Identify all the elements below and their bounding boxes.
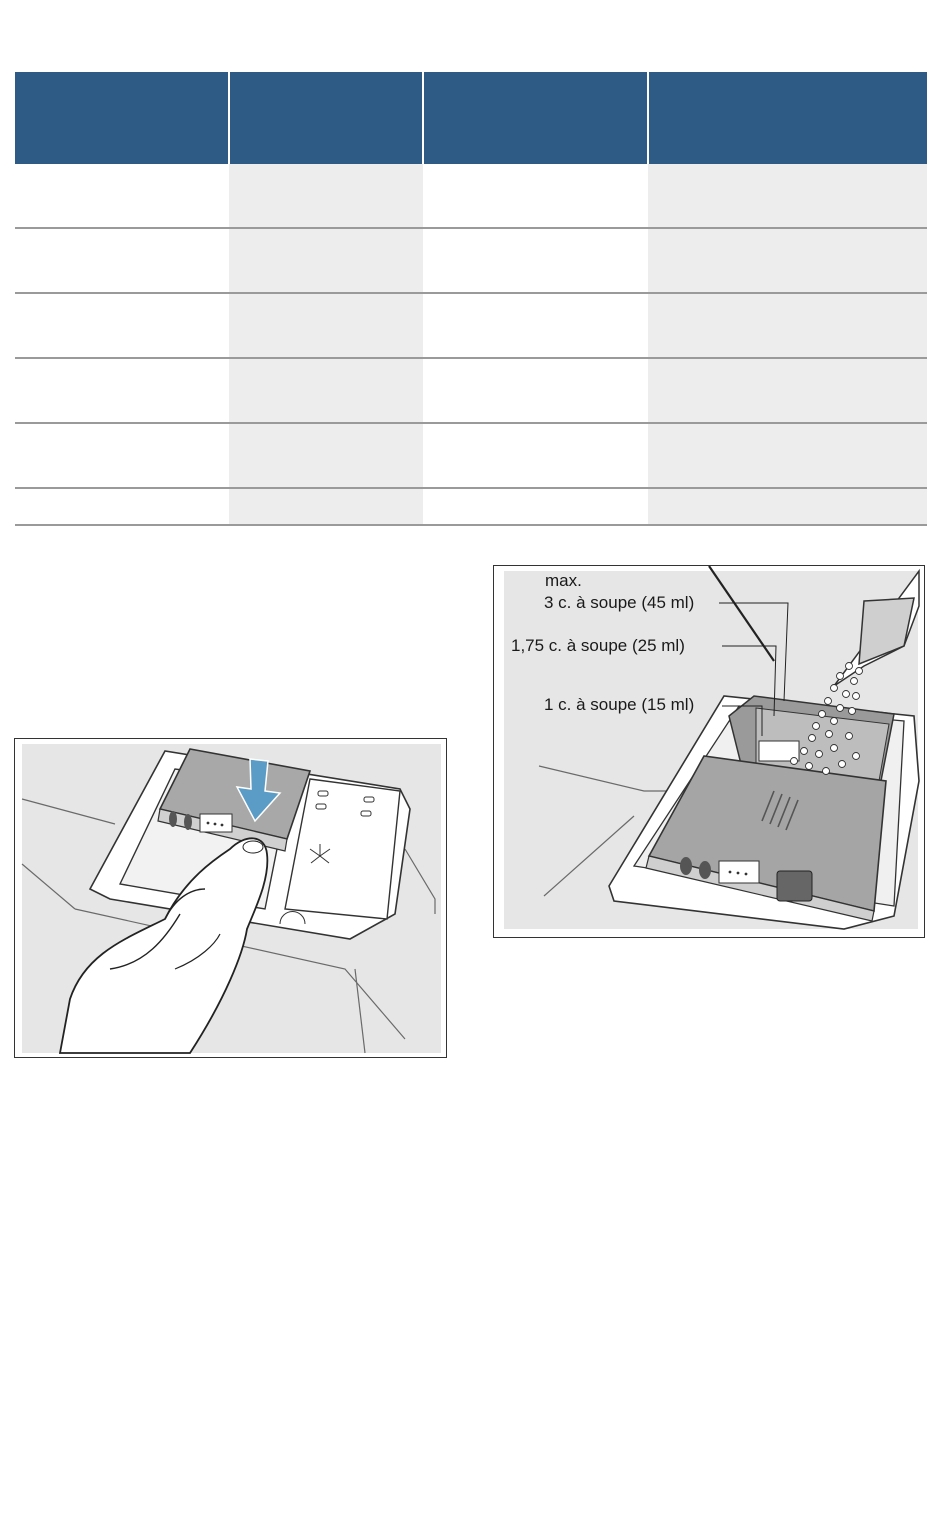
table-row xyxy=(15,358,927,423)
table-row xyxy=(15,164,927,228)
program-table xyxy=(15,72,927,526)
header-cell-3 xyxy=(423,72,648,164)
header-cell-2 xyxy=(229,72,423,164)
header-cell-4 xyxy=(648,72,927,164)
table-row xyxy=(15,293,927,358)
table-header-row xyxy=(15,72,927,164)
label-max: max. xyxy=(545,571,582,590)
table-row xyxy=(15,423,927,488)
label-45ml: 3 c. à soupe (45 ml) xyxy=(544,593,695,612)
table-row xyxy=(15,488,927,525)
header-cell-1 xyxy=(15,72,229,164)
label-15ml: 1 c. à soupe (15 ml) xyxy=(544,695,695,714)
dispenser-open-illustration xyxy=(14,738,447,1058)
table-row xyxy=(15,228,927,293)
label-25ml: 1,75 c. à soupe (25 ml) xyxy=(511,636,685,655)
detergent-dosage-illustration xyxy=(493,565,925,938)
